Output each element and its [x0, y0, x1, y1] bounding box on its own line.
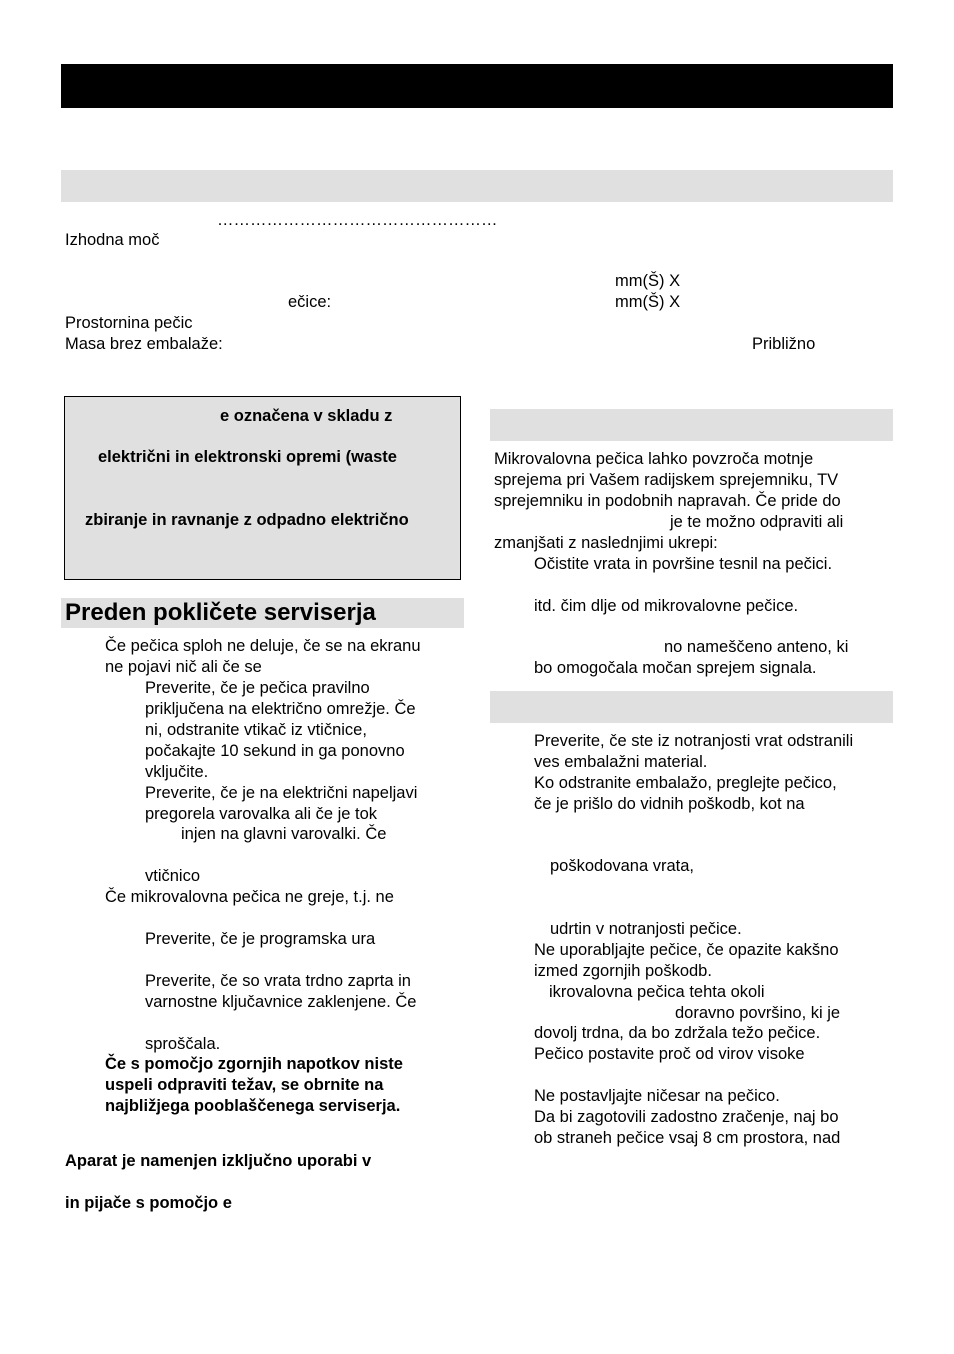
installation-line: ves embalažni material.	[534, 753, 708, 771]
troubleshoot-line: uspeli odpraviti težav, se obrnite na	[105, 1076, 384, 1094]
interference-line: no nameščeno anteno, ki	[664, 638, 849, 656]
spec-dots: ……………………………………………	[217, 211, 498, 229]
installation-line: Ko odstranite embalažo, preglejte pečico,	[534, 774, 837, 792]
troubleshoot-line: varnostne ključavnice zaklenjene. Če	[145, 993, 417, 1011]
troubleshoot-line: Preverite, če je pečica pravilno	[145, 679, 370, 697]
troubleshoot-line: Preverite, če je na električni napeljavi	[145, 784, 418, 802]
interference-line: sprejemniku in podobnih napravah. Če pride do	[494, 492, 841, 510]
installation-line: Pečico postavite proč od virov visoke	[534, 1045, 805, 1063]
weee-line: zbiranje in ravnanje z odpadno električno	[85, 511, 409, 529]
installation-line: ikrovalovna pečica tehta okoli	[549, 983, 765, 1001]
installation-heading-band	[490, 691, 893, 723]
interference-line: zmanjšati z naslednjimi ukrepi:	[494, 534, 718, 552]
interference-heading-band	[490, 409, 893, 441]
troubleshoot-line: pregorela varovalka ali če je tok	[145, 805, 378, 823]
troubleshoot-line: sproščala.	[145, 1035, 221, 1053]
troubleshoot-line: Če mikrovalovna pečica ne greje, t.j. ne	[105, 888, 394, 906]
troubleshoot-line: vključite.	[145, 763, 209, 781]
installation-line: Ne uporabljajte pečice, če opazite kakšno	[534, 941, 839, 959]
spec-inner-dim-unit: mm(Š) X	[615, 293, 681, 311]
troubleshoot-line: počakajte 10 sekund in ga ponovno	[145, 742, 405, 760]
weee-line: električni in elektronski opremi (waste	[98, 448, 397, 466]
installation-line: Preverite, če ste iz notranjosti vrat odstranili	[534, 732, 854, 750]
troubleshoot-line: vtičnico	[145, 867, 201, 885]
troubleshoot-line: Če pečica sploh ne deluje, če se na ekranu	[105, 637, 421, 655]
installation-line: Da bi zagotovili zadostno zračenje, naj bo	[534, 1108, 839, 1126]
intended-use-note: Aparat je namenjen izključno uporabi v	[65, 1152, 372, 1170]
spec-capacity: Prostornina pečic	[65, 314, 193, 332]
interference-line: Mikrovalovna pečica lahko povzroča motnje	[494, 450, 814, 468]
spec-weight-label: Masa brez embalaže:	[65, 335, 223, 353]
installation-line: doravno površino, ki je	[675, 1004, 841, 1022]
weee-line: e označena v skladu z	[220, 407, 393, 425]
intended-use-note: in pijače s pomočjo e	[65, 1194, 232, 1212]
spec-output-power: Izhodna moč	[65, 231, 160, 249]
troubleshoot-line: Preverite, če so vrata trdno zaprta in	[145, 972, 411, 990]
interference-line: je te možno odpraviti ali	[670, 513, 844, 531]
troubleshoot-line: injen na glavni varovalki. Če	[181, 825, 387, 843]
installation-line: ob straneh pečice vsaj 8 cm prostora, nad	[534, 1129, 841, 1147]
installation-line: udrtin v notranjosti pečice.	[550, 920, 742, 938]
troubleshoot-line: Če s pomočjo zgornjih napotkov niste	[105, 1055, 403, 1073]
installation-line: poškodovana vrata,	[550, 857, 695, 875]
spec-inner-dim-label: ečice:	[288, 293, 332, 311]
interference-line: bo omogočala močan sprejem signala.	[534, 659, 817, 677]
installation-line: če je prišlo do vidnih poškodb, kot na	[534, 795, 805, 813]
spec-outer-dim-unit: mm(Š) X	[615, 272, 681, 290]
installation-line: dovolj trdna, da bo zdržala težo pečice.	[534, 1024, 821, 1042]
installation-line: Ne postavljajte ničesar na pečico.	[534, 1087, 780, 1105]
interference-line: Očistite vrata in površine tesnil na pečici.	[534, 555, 833, 573]
spec-weight-value: Približno	[752, 335, 816, 353]
troubleshooting-heading: Preden pokličete serviserja	[65, 599, 376, 626]
troubleshoot-line: najbližjega pooblaščenega serviserja.	[105, 1097, 401, 1115]
interference-line: sprejema pri Vašem radijskem sprejemniku, TV	[494, 471, 839, 489]
troubleshoot-line: Preverite, če je programska ura	[145, 930, 376, 948]
troubleshoot-line: ni, odstranite vtikač iz vtičnice,	[145, 721, 367, 739]
interference-line: itd. čim dlje od mikrovalovne pečice.	[534, 597, 799, 615]
troubleshoot-line: ne pojavi nič ali če se	[105, 658, 262, 676]
troubleshoot-line: priključena na električno omrežje. Če	[145, 700, 416, 718]
specifications-heading-band	[61, 170, 893, 202]
installation-line: izmed zgornjih poškodb.	[534, 962, 712, 980]
page-header-bar	[61, 64, 893, 108]
